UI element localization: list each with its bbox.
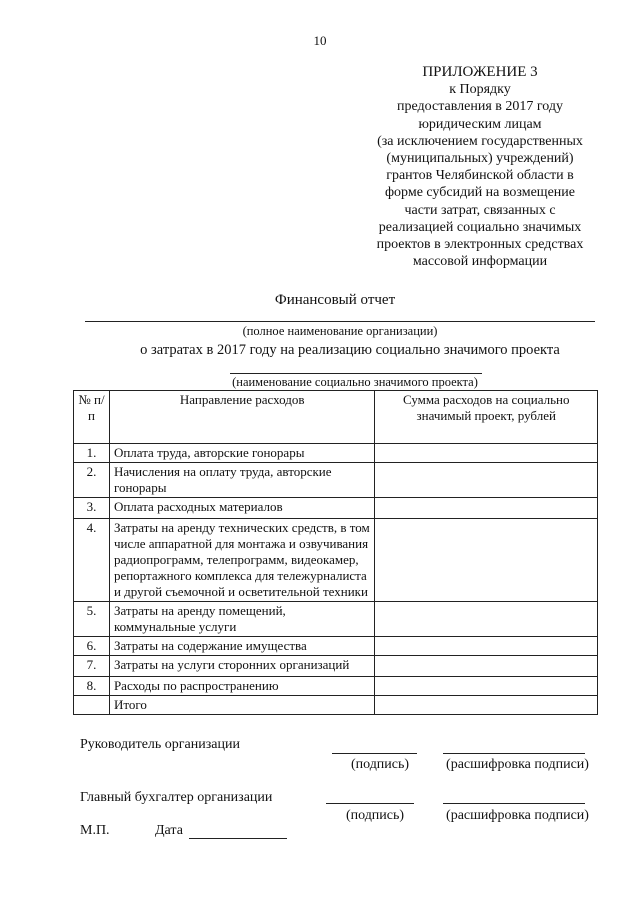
row-amount bbox=[375, 498, 598, 519]
head-decoding-line bbox=[443, 753, 585, 754]
row-number: 3. bbox=[74, 498, 110, 519]
row-number: 8. bbox=[74, 677, 110, 696]
table-header-row bbox=[74, 391, 598, 444]
total-label: Итого bbox=[109, 696, 375, 715]
row-item: Оплата труда, авторские гонорары bbox=[109, 444, 375, 463]
row-amount bbox=[375, 637, 598, 656]
total-amount bbox=[375, 696, 598, 715]
row-item: Расходы по распространению bbox=[109, 677, 375, 696]
table-row bbox=[74, 656, 598, 677]
row-item: Затраты на содержание имущества bbox=[109, 637, 375, 656]
page-number: 10 bbox=[313, 33, 327, 48]
row-number: 6. bbox=[74, 637, 110, 656]
org-name-caption: (полное наименование организации) bbox=[242, 324, 438, 338]
appendix-block bbox=[330, 64, 630, 270]
report-subject: о затратах в 2017 году на реализацию социально значимого проекта bbox=[140, 342, 560, 358]
appendix-line: проектов в электронных средствах bbox=[376, 237, 584, 253]
accountant-signature-line bbox=[326, 803, 414, 804]
row-item: Затраты на аренду технических средств, в том числе аппаратной для монтажа и озвучивания радиопрограмм, телепрограмм, видеокамер, репортажного комплекса для тележурналиста и другой съемочной и осветительной техники bbox=[109, 519, 375, 602]
appendix-line: грантов Челябинской области в bbox=[386, 168, 574, 184]
appendix-line: юридическим лицам bbox=[418, 116, 542, 132]
date-label: Дата bbox=[155, 823, 183, 838]
header-direction: Направление расходов bbox=[109, 391, 375, 444]
row-number: 4. bbox=[74, 519, 110, 602]
accountant-signature-caption: (подпись) bbox=[345, 808, 405, 823]
row-item: Затраты на услуги сторонних организаций bbox=[109, 656, 375, 677]
appendix-line: реализацией социально значимых bbox=[378, 219, 582, 235]
row-amount bbox=[375, 519, 598, 602]
appendix-line: (за исключением государственных bbox=[377, 133, 583, 149]
row-item: Начисления на оплату труда, авторские гонорары bbox=[109, 463, 375, 498]
appendix-line: предоставления в 2017 году bbox=[397, 99, 563, 115]
date-line bbox=[189, 838, 287, 839]
row-number: 1. bbox=[74, 444, 110, 463]
head-signature-caption: (подпись) bbox=[350, 757, 410, 772]
table-row bbox=[74, 463, 598, 498]
table-row bbox=[74, 637, 598, 656]
project-name-caption: (наименование социально значимого проекта) bbox=[232, 375, 478, 389]
appendix-heading: ПРИЛОЖЕНИЕ 3 bbox=[422, 64, 538, 80]
header-amount: Сумма расходов на социально значимый проект, рублей bbox=[375, 391, 598, 444]
row-number: 5. bbox=[74, 602, 110, 637]
appendix-line: (муниципальных) учреждений) bbox=[386, 151, 574, 167]
row-amount bbox=[375, 463, 598, 498]
row-amount bbox=[375, 677, 598, 696]
header-number: № п/п bbox=[74, 391, 110, 444]
seal-label: М.П. bbox=[80, 823, 110, 838]
row-item: Затраты на аренду помещений, коммунальные услуги bbox=[109, 602, 375, 637]
row-number: 2. bbox=[74, 463, 110, 498]
table-row bbox=[74, 602, 598, 637]
table-row bbox=[74, 498, 598, 519]
appendix-line: массовой информации bbox=[412, 254, 548, 270]
org-name-line bbox=[85, 321, 595, 322]
appendix-line: части затрат, связанных с bbox=[404, 202, 556, 218]
project-name-line bbox=[230, 373, 482, 374]
row-amount bbox=[375, 602, 598, 637]
row-amount bbox=[375, 444, 598, 463]
head-label: Руководитель организации bbox=[80, 737, 240, 752]
head-decoding-caption: (расшифровка подписи) bbox=[446, 757, 589, 772]
table-row bbox=[74, 677, 598, 696]
accountant-label: Главный бухгалтер организации bbox=[80, 790, 273, 805]
expenses-table bbox=[73, 390, 598, 715]
row-amount bbox=[375, 656, 598, 677]
table-row bbox=[74, 444, 598, 463]
accountant-decoding-caption: (расшифровка подписи) bbox=[446, 808, 589, 823]
appendix-line: форме субсидий на возмещение bbox=[384, 185, 576, 201]
table-total-row bbox=[74, 696, 598, 715]
row-number: 7. bbox=[74, 656, 110, 677]
table-row bbox=[74, 519, 598, 602]
report-title: Финансовый отчет bbox=[274, 292, 396, 308]
accountant-decoding-line bbox=[443, 803, 585, 804]
head-signature-line bbox=[332, 753, 417, 754]
row-item: Оплата расходных материалов bbox=[109, 498, 375, 519]
appendix-line: к Порядку bbox=[449, 82, 511, 98]
